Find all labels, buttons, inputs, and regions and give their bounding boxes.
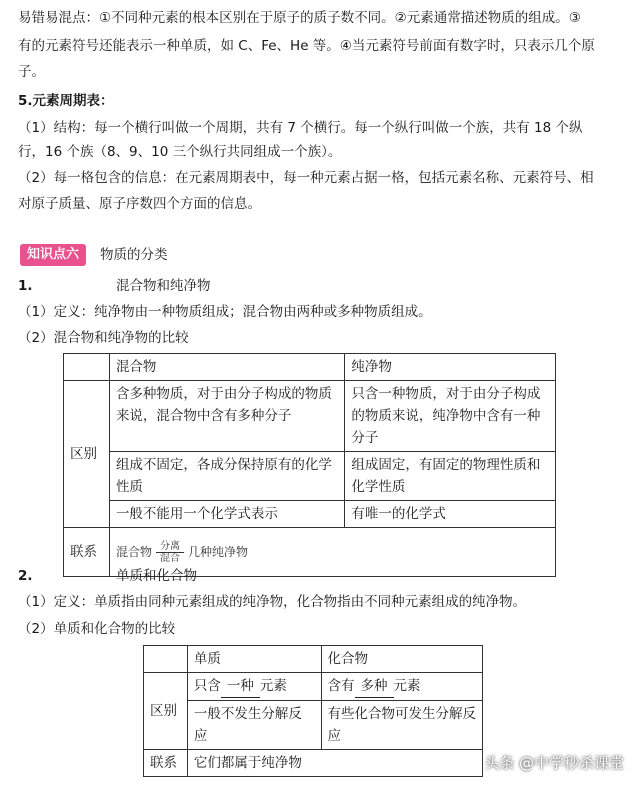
cell-pure-1: 只含一种物质，对于由分子构成的物质来说，纯净物中含有一种分子 [345, 381, 556, 452]
tip-line-2: 有的元素符号还能表示一种单质，如 C、Fe、He 等。④当元素符号前面有数字时，只表示几个原 [18, 38, 595, 54]
row-label-link-2: 联系 [144, 750, 188, 777]
cell-pure-2: 组成固定，有固定的物理性质和化学性质 [345, 452, 556, 501]
formula-top: 分离 [159, 540, 180, 552]
row-label-link: 联系 [64, 528, 110, 577]
tip-line-3: 子。 [18, 64, 45, 80]
item1-title: 混合物和纯净物 [116, 278, 211, 294]
formula-left: 混合物 [115, 545, 152, 559]
row-label-difference: 区别 [64, 381, 110, 528]
section5-p1a: （1）结构：每一个横行叫做一个周期，共有 7 个横行。每一个纵行叫做一个族，共有 18 个纵 [18, 120, 583, 136]
element-compound-table [143, 645, 483, 777]
item1-compare-title: （2）混合物和纯净物的比较 [18, 330, 189, 346]
cell-mixture-3: 一般不能用一个化学式表示 [109, 501, 344, 528]
blank-element: 一种 [221, 675, 260, 698]
mixture-pure-table [63, 353, 556, 577]
section5-p2a: （2）每一格包含的信息：在元素周期表中，每一种元素占据一格，包括元素名称、元素符号、相 [18, 170, 594, 186]
cell-compound-2: 有些化合物可发生分解反应 [321, 701, 482, 750]
knowledge-heading: 物质的分类 [100, 247, 168, 263]
formula-right: 几种纯净物 [187, 545, 248, 559]
item2-definition: （1）定义：单质指由同种元素组成的纯净物，化合物指由不同种元素组成的纯净物。 [18, 594, 527, 610]
tip-line-1: 易错易混点：①不同种元素的根本区别在于原子的质子数不同。②元素通常描述物质的组成。③ [18, 10, 581, 26]
section5-title: 5.元素周期表： [18, 93, 114, 109]
header-pure: 纯净物 [345, 354, 556, 381]
item2-title: 单质和化合物 [116, 568, 197, 584]
blank-compound: 多种 [355, 675, 394, 698]
header-element: 单质 [187, 646, 321, 673]
cell-compound-1: 含有 多种 元素 [321, 673, 482, 701]
link-text: 它们都属于纯净物 [187, 750, 482, 777]
formula-bottom: 混合 [159, 552, 180, 564]
cell-element-2: 一般不发生分解反应 [187, 701, 321, 750]
watermark: 头条 @中学秒杀课堂 [484, 754, 624, 772]
header-mixture: 混合物 [109, 354, 344, 381]
cell-mixture-2: 组成不固定，各成分保持原有的化学性质 [109, 452, 344, 501]
section5-p1b: 行，16 个族（8、9、10 三个纵行共同组成一个族）。 [18, 144, 342, 160]
item2-number: 2. [18, 568, 33, 584]
row-label-difference-2: 区别 [144, 673, 188, 750]
cell-element-1: 只含 一种 元素 [187, 673, 321, 701]
item1-number: 1. [18, 278, 33, 294]
cell-mixture-1: 含多种物质，对于由分子构成的物质来说，混合物中含有多种分子 [109, 381, 344, 452]
header-compound: 化合物 [321, 646, 482, 673]
conversion-formula [116, 541, 248, 564]
cell-pure-3: 有唯一的化学式 [345, 501, 556, 528]
knowledge-tag: 知识点六 [20, 244, 86, 266]
item1-definition: （1）定义：纯净物由一种物质组成；混合物由两种或多种物质组成。 [18, 304, 432, 320]
section5-p2b: 对原子质量、原子序数四个方面的信息。 [18, 196, 261, 212]
item2-compare-title: （2）单质和化合物的比较 [18, 621, 176, 637]
